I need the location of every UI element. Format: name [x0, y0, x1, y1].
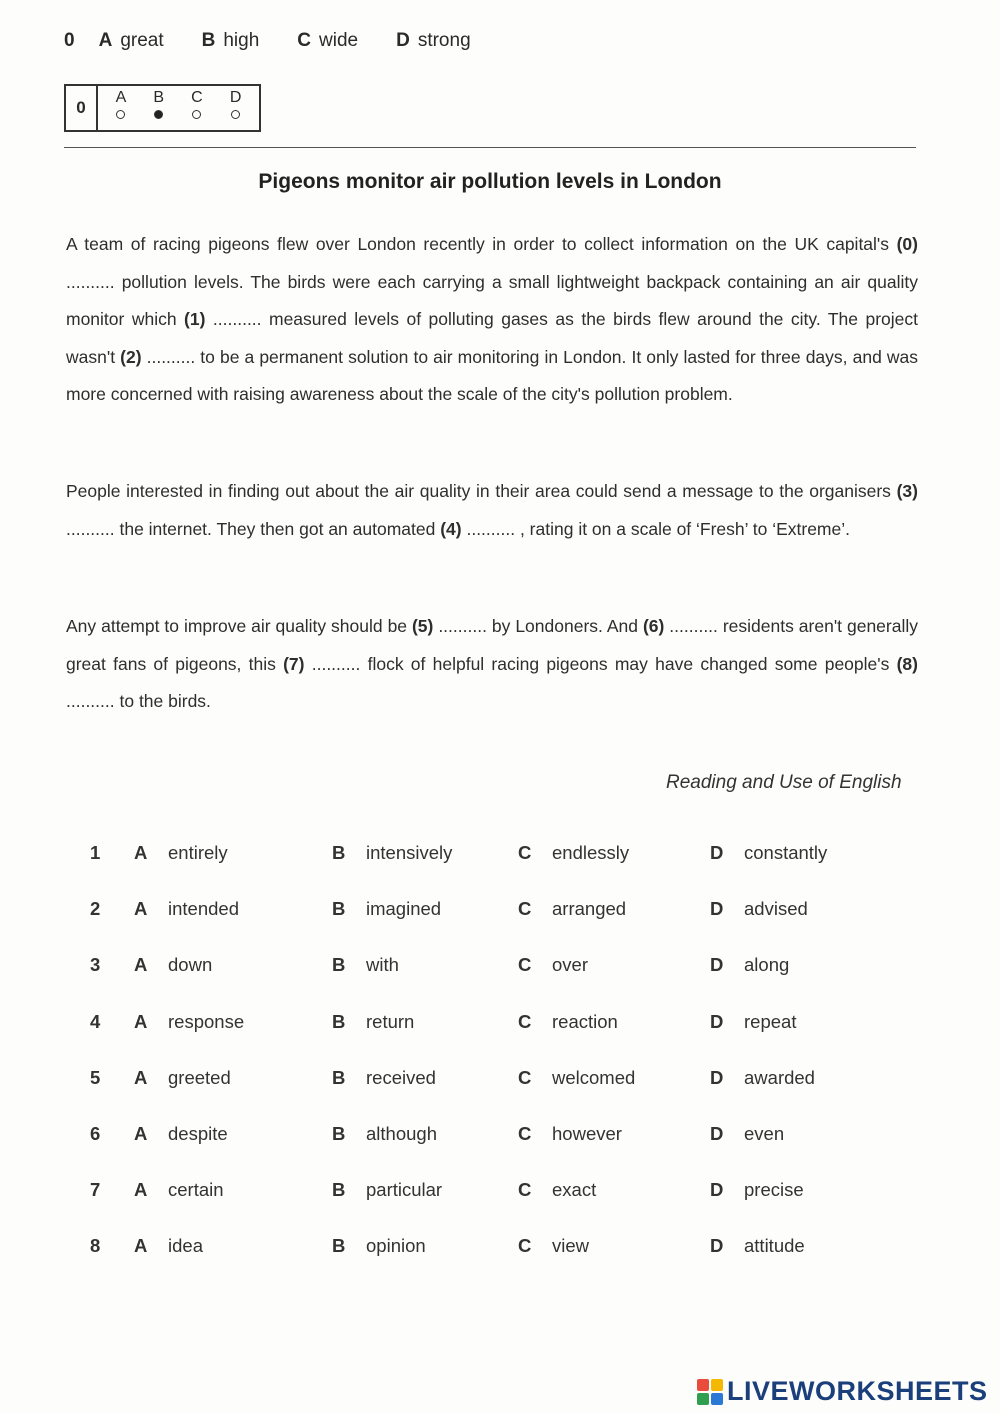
question-row	[90, 898, 890, 954]
question-number: 7	[90, 1179, 101, 1201]
paragraph-text: .......... to the birds.	[66, 691, 211, 711]
passage-title: Pigeons monitor air pollution levels in London	[258, 170, 722, 193]
option-letter-c: C	[518, 954, 532, 976]
question-row	[90, 1123, 890, 1179]
option-word-c: exact	[552, 1179, 597, 1201]
option-word-c: however	[552, 1122, 622, 1144]
option-letter-a: A	[134, 1010, 148, 1032]
option-word-b: return	[366, 1010, 415, 1032]
answer-bubble-icon[interactable]	[116, 110, 125, 119]
option-word-b: with	[366, 954, 399, 976]
paragraph-text: A team of racing pigeons flew over London recently in order to collect information on the UK capital's	[66, 234, 897, 254]
option-word-d: precise	[744, 1179, 804, 1201]
gap-number: (8)	[896, 653, 918, 674]
option-word-c: reaction	[552, 1010, 618, 1032]
option-letter-d: D	[710, 954, 724, 976]
paragraph-text: .......... to be a permanent solution to air monitoring in London. It only lasted for three days, and was more concerned with raising awareness about the scale of the city's pollution problem.	[66, 346, 918, 404]
option-letter-c: C	[518, 842, 532, 863]
option-word-b: particular	[366, 1179, 443, 1201]
option-letter-b: B	[332, 1066, 346, 1088]
option-word-d: attitude	[744, 1235, 805, 1257]
answer-option-a[interactable]	[116, 86, 127, 130]
option-letter-c: C	[518, 1066, 532, 1088]
option-word-c: arranged	[552, 898, 627, 920]
paragraph-text: .......... residents aren't generally great fans of pigeons, this	[66, 616, 918, 674]
logo-square	[711, 1393, 723, 1405]
option-letter-b: B	[332, 1235, 346, 1257]
option-word-c: over	[552, 954, 588, 976]
logo-square	[711, 1379, 723, 1391]
paragraph-text: .......... pollution levels. The birds were each carrying a small lightweight backpack containing an air quality monitor which	[66, 271, 918, 329]
answer-letter: C	[191, 89, 203, 106]
gap-number: (3)	[896, 481, 918, 501]
option-word-b: received	[366, 1066, 436, 1088]
example-answer-box	[64, 84, 261, 132]
gap-number: (6)	[642, 616, 665, 636]
option-letter-c: C	[518, 1235, 532, 1257]
gap-number: (1)	[184, 309, 206, 329]
example-row	[64, 30, 509, 52]
question-number: 8	[90, 1235, 101, 1257]
option-letter-d: D	[710, 898, 724, 920]
option-letter-a: A	[134, 1066, 148, 1088]
example-option-a: A great	[98, 30, 164, 51]
option-letter-b: B	[332, 1010, 346, 1032]
example-option-b: B high	[201, 30, 260, 51]
option-word-b: intensively	[366, 842, 453, 863]
option-word-b: imagined	[366, 898, 442, 920]
option-word-a: intended	[168, 898, 239, 920]
option-letter-b: B	[332, 842, 346, 863]
gap-number: (0)	[896, 234, 918, 254]
paragraph-text: .......... the internet. They then got an automated	[66, 518, 441, 539]
option-word-a: certain	[168, 1179, 224, 1201]
option-word-a: response	[168, 1010, 245, 1032]
question-number: 2	[90, 898, 101, 920]
option-word-c: welcomed	[552, 1066, 636, 1088]
option-letter-c: C	[518, 1010, 532, 1032]
paragraph-text: Any attempt to improve air quality should be	[66, 616, 412, 636]
paragraph-text: .......... measured levels of polluting gases as the birds flew around the city. The project wasn't	[66, 309, 919, 367]
question-number: 5	[90, 1066, 101, 1088]
option-letter-c: C	[518, 1122, 532, 1144]
paragraph-2	[66, 473, 918, 548]
option-letter-a: A	[134, 1179, 148, 1201]
answer-option-c[interactable]	[191, 86, 203, 130]
option-letter-a: A	[134, 898, 148, 920]
option-word-d: advised	[744, 898, 808, 920]
option-letter-d: D	[710, 1179, 724, 1201]
liveworksheets-logo-icon	[697, 1379, 723, 1405]
option-letter-d: D	[710, 1235, 724, 1257]
answer-bubble-icon[interactable]	[192, 110, 201, 119]
gap-number: (7)	[283, 653, 305, 674]
paragraph-text: .......... by Londoners. And	[433, 616, 643, 636]
option-letter-a: A	[134, 1235, 148, 1257]
question-row	[90, 1235, 890, 1291]
example-option-d: D strong	[396, 30, 471, 51]
paragraph-1	[66, 226, 918, 414]
option-word-a: down	[168, 954, 213, 976]
answer-bubble-icon[interactable]	[154, 110, 163, 119]
answer-letter: A	[115, 89, 127, 106]
option-letter-b: B	[332, 1179, 346, 1201]
option-letter-c: C	[518, 898, 532, 920]
option-letter-c: C	[518, 1179, 532, 1201]
question-row	[90, 954, 890, 1010]
section-label: Reading and Use of English	[666, 772, 902, 793]
gap-number: (2)	[120, 346, 142, 367]
question-number: 4	[90, 1010, 101, 1032]
option-letter-b: B	[332, 1122, 346, 1144]
option-word-b: opinion	[366, 1235, 426, 1257]
option-word-a: entirely	[168, 842, 228, 863]
answer-box-number: 0	[66, 86, 98, 130]
answer-letter: B	[153, 89, 165, 106]
logo-square	[697, 1393, 709, 1405]
option-letter-d: D	[710, 1066, 724, 1088]
option-letter-a: A	[134, 954, 148, 976]
option-word-d: along	[744, 954, 790, 976]
example-option-c: C wide	[297, 30, 359, 51]
brand-text: LIVEWORKSHEETS	[727, 1376, 988, 1406]
option-word-b: although	[366, 1122, 437, 1144]
option-word-d: even	[744, 1122, 785, 1144]
logo-square	[697, 1379, 709, 1391]
option-letter-d: D	[710, 1122, 724, 1144]
option-word-a: idea	[168, 1235, 203, 1257]
option-letter-a: A	[134, 842, 148, 863]
gap-number: (5)	[411, 616, 434, 636]
answer-option-d[interactable]	[230, 86, 242, 130]
question-row	[90, 1179, 890, 1235]
answer-bubble-icon[interactable]	[231, 110, 240, 119]
option-word-d: constantly	[744, 842, 828, 863]
option-word-c: view	[552, 1235, 590, 1257]
question-number: 6	[90, 1122, 101, 1144]
option-word-d: repeat	[744, 1010, 797, 1032]
option-letter-d: D	[710, 1010, 724, 1032]
liveworksheets-brand	[697, 1376, 988, 1407]
option-letter-d: D	[710, 842, 724, 863]
answer-option-b[interactable]	[153, 86, 164, 130]
question-row	[90, 1067, 890, 1123]
paragraph-text: People interested in finding out about the air quality in their area could send a message to the organisers	[66, 481, 897, 501]
option-letter-b: B	[332, 898, 346, 920]
question-list	[90, 842, 890, 1292]
paragraph-3	[66, 608, 918, 721]
option-letter-a: A	[134, 1122, 148, 1144]
option-word-a: greeted	[168, 1066, 231, 1088]
question-number: 1	[90, 842, 101, 863]
paragraph-text: .......... flock of helpful racing pigeons may have changed some people's	[304, 653, 897, 674]
answer-box-options	[98, 86, 259, 130]
option-word-c: endlessly	[552, 842, 630, 863]
divider	[64, 147, 916, 148]
option-letter-b: B	[332, 954, 346, 976]
example-number: 0	[64, 30, 75, 51]
question-row	[90, 1011, 890, 1067]
question-number: 3	[90, 954, 101, 976]
option-word-d: awarded	[744, 1066, 815, 1088]
question-row	[90, 842, 890, 898]
paragraph-text: .......... , rating it on a scale of ‘Fresh’ to ‘Extreme’.	[461, 518, 850, 539]
option-word-a: despite	[168, 1122, 228, 1144]
gap-number: (4)	[440, 518, 462, 539]
answer-letter: D	[229, 89, 242, 106]
